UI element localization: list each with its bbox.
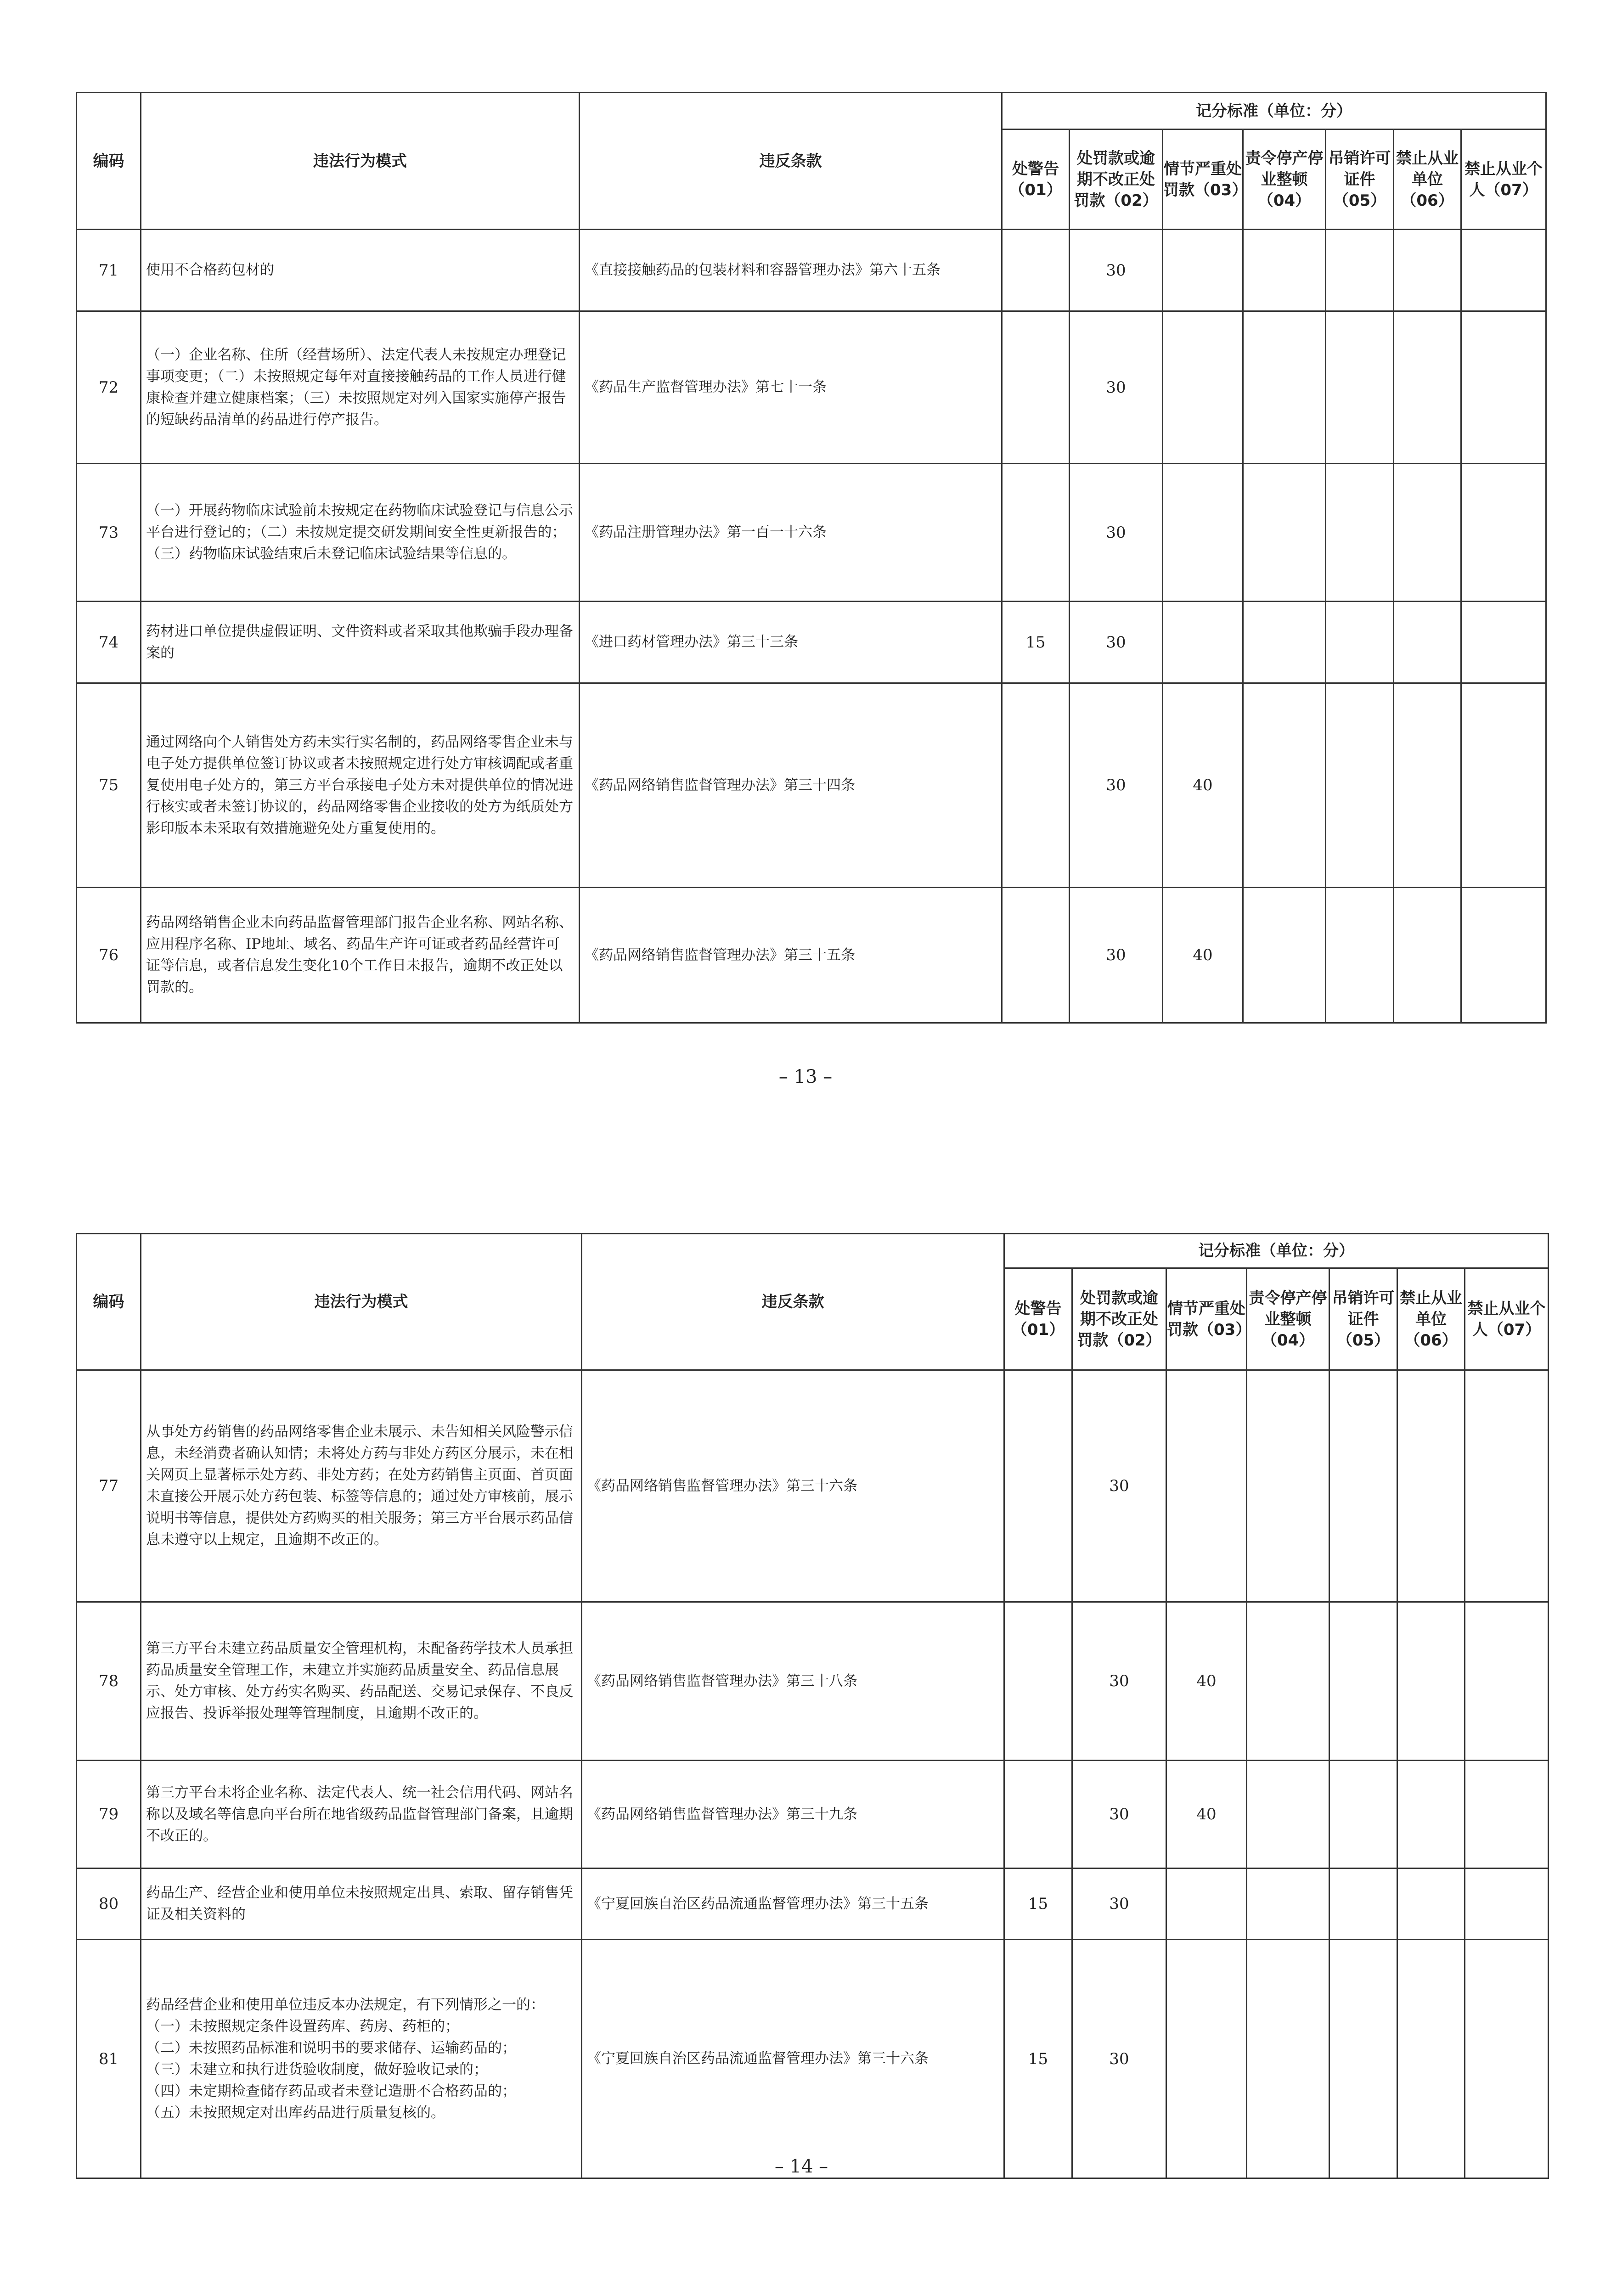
row-law: 《药品生产监督管理办法》第七十一条 — [580, 311, 1002, 464]
score-05 — [1326, 683, 1394, 888]
score-07 — [1461, 888, 1546, 1023]
score-06 — [1397, 1761, 1465, 1868]
row-desc: 药品经营企业和使用单位违反本办法规定，有下列情形之一的： （一）未按照规定条件设置药库、药房、药柜的； （二）未按照药品标准和说明书的要求储存、运输药品的； （三）未建立和执行进货验收制度，做好验收记录的； （四）未定期检查储存药品或者未登记造册不合格药品的； （五）未按照规定对出库药品进行质量复核的。 — [141, 1940, 582, 2178]
header-pattern: 违法行为模式 — [141, 93, 580, 230]
score-03 — [1163, 464, 1243, 602]
score-03 — [1163, 602, 1243, 683]
score-06 — [1394, 311, 1461, 464]
score-03 — [1166, 1868, 1247, 1940]
score-07 — [1465, 1602, 1549, 1761]
penalty-table-page13 — [76, 92, 1547, 1024]
score-01 — [1002, 230, 1070, 311]
score-07 — [1465, 1761, 1549, 1868]
header-col-03: 情节严重处罚款（03） — [1166, 1268, 1247, 1370]
row-desc: 第三方平台未建立药品质量安全管理机构，未配备药学技术人员承担药品质量安全管理工作，未建立并实施药品质量安全、药品信息展示、处方审核、处方药实名购买、药品配送、交易记录保存、不良反应报告、投诉举报处理等管理制度，且逾期不改正的。 — [141, 1602, 582, 1761]
row-code: 71 — [77, 230, 141, 311]
score-07 — [1461, 464, 1546, 602]
table-row — [77, 1602, 1549, 1761]
score-04 — [1243, 230, 1326, 311]
row-law: 《宁夏回族自治区药品流通监督管理办法》第三十五条 — [582, 1868, 1004, 1940]
score-05 — [1326, 311, 1394, 464]
score-01 — [1002, 311, 1070, 464]
header-clause: 违反条款 — [582, 1234, 1004, 1370]
score-06 — [1394, 230, 1461, 311]
score-02: 30 — [1070, 464, 1163, 602]
row-code: 79 — [77, 1761, 141, 1868]
score-06 — [1394, 602, 1461, 683]
row-law: 《药品网络销售监督管理办法》第三十五条 — [580, 888, 1002, 1023]
score-03: 40 — [1163, 683, 1243, 888]
score-03: 40 — [1163, 888, 1243, 1023]
score-02: 30 — [1070, 311, 1163, 464]
header-code: 编码 — [77, 1234, 141, 1370]
row-desc: 第三方平台未将企业名称、法定代表人、统一社会信用代码、网站名称以及域名等信息向平台所在地省级药品监督管理部门备案，且逾期不改正的。 — [141, 1761, 582, 1868]
header-col-03: 情节严重处罚款（03） — [1163, 129, 1243, 230]
score-06 — [1397, 1602, 1465, 1761]
score-07 — [1461, 311, 1546, 464]
header-pattern: 违法行为模式 — [141, 1234, 582, 1370]
row-desc: 从事处方药销售的药品网络零售企业未展示、未告知相关风险警示信息，未经消费者确认知情；未将处方药与非处方药区分展示，未在相关网页上显著标示处方药、非处方药；在处方药销售主页面、首页面未直接公开展示处方药包装、标签等信息的；通过处方审核前，展示说明书等信息，提供处方药购买的相关服务；第三方平台展示药品信息未遵守以上规定，且逾期不改正的。 — [141, 1370, 582, 1602]
row-code: 76 — [77, 888, 141, 1023]
score-02: 30 — [1070, 888, 1163, 1023]
row-law: 《药品网络销售监督管理办法》第三十九条 — [582, 1761, 1004, 1868]
row-desc: 药材进口单位提供虚假证明、文件资料或者采取其他欺骗手段办理备案的 — [141, 602, 580, 683]
row-law: 《药品网络销售监督管理办法》第三十八条 — [582, 1602, 1004, 1761]
row-law: 《药品网络销售监督管理办法》第三十四条 — [580, 683, 1002, 888]
score-02: 30 — [1070, 602, 1163, 683]
score-04 — [1243, 464, 1326, 602]
header-col-02: 处罚款或逾期不改正处罚款（02） — [1070, 129, 1163, 230]
table-row — [77, 1940, 1549, 2178]
row-law: 《直接接触药品的包装材料和容器管理办法》第六十五条 — [580, 230, 1002, 311]
score-02: 30 — [1072, 1370, 1166, 1602]
score-04 — [1247, 1370, 1329, 1602]
table-row — [77, 230, 1546, 311]
score-03: 40 — [1166, 1761, 1247, 1868]
score-04 — [1247, 1868, 1329, 1940]
page-number — [710, 2156, 893, 2177]
row-desc: 药品网络销售企业未向药品监督管理部门报告企业名称、网站名称、应用程序名称、IP地址、域名、药品生产许可证或者药品经营许可证等信息，或者信息发生变化10个工作日未报告，逾期不改正处以罚款的。 — [141, 888, 580, 1023]
score-05 — [1326, 888, 1394, 1023]
score-05 — [1329, 1602, 1397, 1761]
row-law: 《宁夏回族自治区药品流通监督管理办法》第三十六条 — [582, 1940, 1004, 2178]
score-04 — [1243, 602, 1326, 683]
header-col-04: 责令停产停业整顿（04） — [1243, 129, 1326, 230]
table-row — [77, 1868, 1549, 1940]
score-03 — [1163, 230, 1243, 311]
header-code: 编码 — [77, 93, 141, 230]
table-row — [77, 888, 1546, 1023]
score-07 — [1461, 230, 1546, 311]
score-02: 30 — [1070, 230, 1163, 311]
score-02: 30 — [1072, 1940, 1166, 2178]
header-col-02: 处罚款或逾期不改正处罚款（02） — [1072, 1268, 1166, 1370]
row-code: 74 — [77, 602, 141, 683]
header-col-01: 处警告（01） — [1002, 129, 1070, 230]
score-05 — [1326, 464, 1394, 602]
score-01 — [1002, 683, 1070, 888]
header-standard: 记分标准（单位：分） — [1002, 93, 1546, 129]
row-desc: 药品生产、经营企业和使用单位未按照规定出具、索取、留存销售凭证及相关资料的 — [141, 1868, 582, 1940]
score-06 — [1397, 1370, 1465, 1602]
score-01 — [1004, 1370, 1072, 1602]
score-04 — [1243, 311, 1326, 464]
score-01: 15 — [1002, 602, 1070, 683]
row-desc: 通过网络向个人销售处方药未实行实名制的，药品网络零售企业未与电子处方提供单位签订协议或者未按照规定进行处方审核调配或者重复使用电子处方的，第三方平台承接电子处方未对提供单位的情况进行核实或者未签订协议的，药品网络零售企业接收的处方为纸质处方影印版本未采取有效措施避免处方重复使用的。 — [141, 683, 580, 888]
score-04 — [1243, 683, 1326, 888]
table-row — [77, 311, 1546, 464]
header-col-04: 责令停产停业整顿（04） — [1247, 1268, 1329, 1370]
score-01 — [1004, 1602, 1072, 1761]
score-02: 30 — [1072, 1761, 1166, 1868]
score-02: 30 — [1070, 683, 1163, 888]
row-code: 78 — [77, 1602, 141, 1761]
score-04 — [1247, 1761, 1329, 1868]
header-col-01: 处警告（01） — [1004, 1268, 1072, 1370]
score-04 — [1247, 1602, 1329, 1761]
score-05 — [1329, 1761, 1397, 1868]
row-code: 73 — [77, 464, 141, 602]
score-01: 15 — [1004, 1940, 1072, 2178]
score-03 — [1166, 1940, 1247, 2178]
score-02: 30 — [1072, 1602, 1166, 1761]
page-number — [714, 1066, 897, 1087]
score-07 — [1465, 1868, 1549, 1940]
score-07 — [1461, 602, 1546, 683]
row-law: 《进口药材管理办法》第三十三条 — [580, 602, 1002, 683]
header-col-05: 吊销许可证件（05） — [1329, 1268, 1397, 1370]
row-code: 75 — [77, 683, 141, 888]
score-03 — [1166, 1370, 1247, 1602]
header-col-05: 吊销许可证件（05） — [1326, 129, 1394, 230]
table-row — [77, 602, 1546, 683]
header-col-07: 禁止从业个人（07） — [1461, 129, 1546, 230]
score-07 — [1461, 683, 1546, 888]
score-01 — [1002, 464, 1070, 602]
row-law: 《药品注册管理办法》第一百一十六条 — [580, 464, 1002, 602]
score-03: 40 — [1166, 1602, 1247, 1761]
header-col-06: 禁止从业单位（06） — [1394, 129, 1461, 230]
table-row — [77, 464, 1546, 602]
row-code: 81 — [77, 1940, 141, 2178]
row-code: 72 — [77, 311, 141, 464]
score-03 — [1163, 311, 1243, 464]
page-number-text: – 13 – — [778, 1066, 833, 1087]
row-desc: 使用不合格药包材的 — [141, 230, 580, 311]
row-code: 80 — [77, 1868, 141, 1940]
row-desc: （一）企业名称、住所（经营场所）、法定代表人未按规定办理登记事项变更；（二）未按照规定每年对直接接触药品的工作人员进行健康检查并建立健康档案；（三）未按照规定对列入国家实施停产报告的短缺药品清单的药品进行停产报告。 — [141, 311, 580, 464]
row-code: 77 — [77, 1370, 141, 1602]
row-desc: （一）开展药物临床试验前未按规定在药物临床试验登记与信息公示平台进行登记的；（二）未按规定提交研发期间安全性更新报告的；（三）药物临床试验结束后未登记临床试验结果等信息的。 — [141, 464, 580, 602]
score-02: 30 — [1072, 1868, 1166, 1940]
score-06 — [1394, 683, 1461, 888]
row-law: 《药品网络销售监督管理办法》第三十六条 — [582, 1370, 1004, 1602]
score-06 — [1394, 888, 1461, 1023]
score-04 — [1247, 1940, 1329, 2178]
table-row — [77, 1761, 1549, 1868]
score-07 — [1465, 1940, 1549, 2178]
table-row — [77, 1370, 1549, 1602]
score-05 — [1326, 602, 1394, 683]
header-clause: 违反条款 — [580, 93, 1002, 230]
score-06 — [1397, 1868, 1465, 1940]
score-05 — [1329, 1370, 1397, 1602]
header-standard: 记分标准（单位：分） — [1004, 1234, 1549, 1268]
score-06 — [1394, 464, 1461, 602]
score-01 — [1002, 888, 1070, 1023]
score-05 — [1326, 230, 1394, 311]
page-number-text: – 14 – — [774, 2156, 828, 2177]
score-01: 15 — [1004, 1868, 1072, 1940]
penalty-table-page14 — [76, 1233, 1549, 2179]
table-row — [77, 683, 1546, 888]
score-05 — [1329, 1940, 1397, 2178]
score-05 — [1329, 1868, 1397, 1940]
header-col-07: 禁止从业个人（07） — [1465, 1268, 1549, 1370]
score-06 — [1397, 1940, 1465, 2178]
score-01 — [1004, 1761, 1072, 1868]
score-07 — [1465, 1370, 1549, 1602]
header-col-06: 禁止从业单位（06） — [1397, 1268, 1465, 1370]
score-04 — [1243, 888, 1326, 1023]
